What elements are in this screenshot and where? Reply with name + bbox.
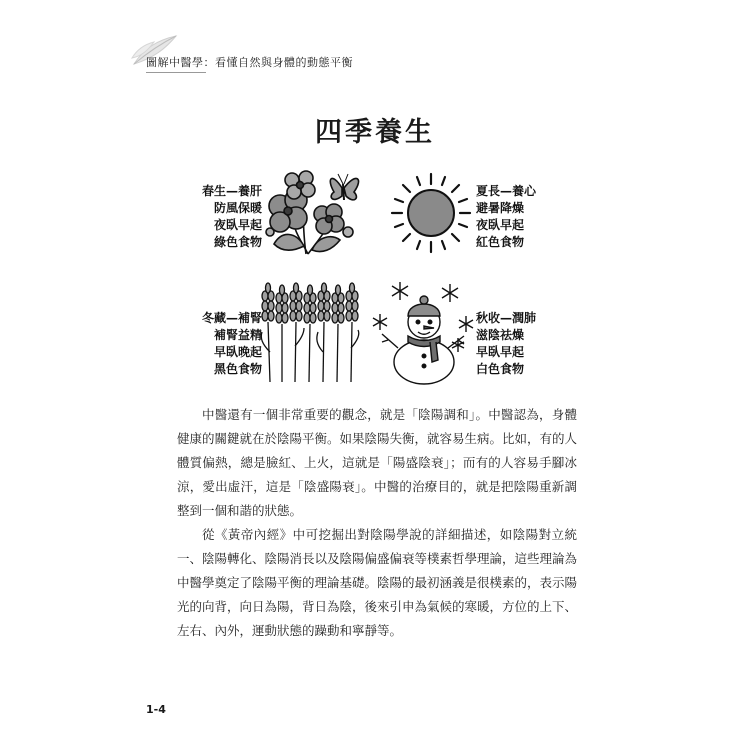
flower-butterfly-illustration: [262, 166, 370, 258]
summer-line-4: 紅色食物: [476, 235, 525, 249]
winter-line-4: 黑色食物: [213, 362, 262, 376]
paragraph-1: 中醫還有一個非常重要的觀念，就是「陰陽調和」。中醫認為，身體健康的關鍵就在於陰陽平衡。如果陰陽失衡，就容易生病。比如，有的人體質偏熱，總是臉紅、上火，這就是「陽盛陰衰」；而有的人容易手腳冰涼，愛出虛汗，這是「陰盛陽衰」。中醫的治療目的，就是把陰陽重新調整到一個和諧的狀態。: [177, 407, 578, 518]
autumn-line-2: 滋陰祛燥: [476, 328, 525, 342]
spring-caption: [170, 183, 262, 251]
summer-line-1: 夏長—養心: [476, 184, 537, 198]
running-header: 圖解中醫學：看懂自然與身體的動態平衡: [146, 56, 353, 69]
header-rule: [146, 72, 206, 73]
winter-line-2: 補腎益精: [213, 328, 262, 342]
page-number: 1-4: [146, 703, 166, 716]
spring-line-1: 春生—養肝: [201, 184, 262, 198]
snowflake-icon: [392, 282, 408, 300]
spring-line-2: 防風保暖: [213, 201, 262, 215]
winter-caption: [170, 310, 262, 378]
autumn-line-1: 秋收—潤肺: [476, 311, 537, 325]
spring-line-3: 夜臥早起: [213, 218, 262, 232]
autumn-caption: [476, 310, 568, 378]
autumn-line-4: 白色食物: [476, 362, 525, 376]
summer-line-3: 夜臥早起: [476, 218, 525, 232]
summer-line-2: 避暑降燥: [476, 201, 525, 215]
winter-line-3: 早臥晚起: [213, 345, 262, 359]
paragraph-2: 從《黃帝內經》中可挖掘出對陰陽學說的詳細描述，如陰陽對立統一、陰陽轉化、陰陽消長以及陰陽偏盛偏衰等樸素哲學理論，這些理論為中醫學奠定了陰陽平衡的理論基礎。陰陽的最初涵義是很樸素的，表示陽光的向背，向日為陽，背日為陰，後來引申為氣候的寒暖，方位的上下、左右、內外，運動狀態的躁動和寧靜等。: [177, 527, 578, 638]
sun-icon: [390, 172, 472, 254]
spring-line-4: 綠色食物: [213, 235, 262, 249]
winter-line-1: 冬藏—補腎: [201, 311, 262, 325]
page-title: 四季養生: [315, 117, 435, 148]
wheat-illustration: [258, 282, 362, 386]
autumn-line-3: 早臥早起: [476, 345, 525, 359]
snowman-illustration: [368, 278, 478, 386]
summer-caption: [476, 183, 568, 251]
